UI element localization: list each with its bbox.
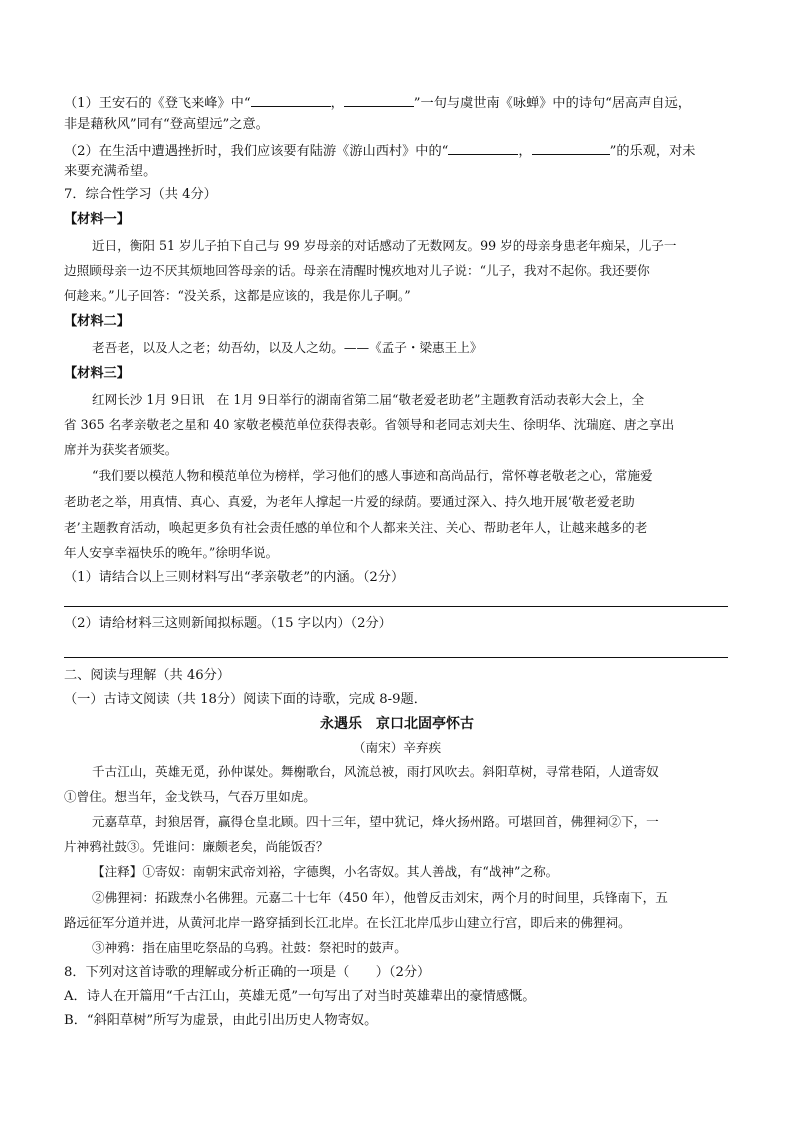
poem-title: 永遇乐 京口北固亭怀古 bbox=[320, 716, 474, 732]
q6-item2-sep: ， bbox=[518, 144, 532, 159]
q7-sub1: （1）请结合以上三则材料写出“孝亲敬老”的内涵。（2分） bbox=[64, 570, 405, 585]
q8-option-a[interactable]: A．诗人在开篇用“千古江山，英雄无觅”一句写出了对当时英雄辈出的豪情感慨。 bbox=[64, 989, 536, 1004]
q6-item2-line1 bbox=[64, 140, 695, 162]
q6-item1-line1 bbox=[64, 92, 691, 114]
answer-blank[interactable] bbox=[448, 140, 518, 155]
q6-item2-suffix: ”的乐观，对未 bbox=[609, 144, 696, 159]
poem-line: 千古江山，英雄无觅，孙仲谋处。舞榭歌台，风流总被，雨打风吹去。斜阳草树，寻常巷陌，人道寄奴 bbox=[92, 764, 659, 779]
poem-note: ③神鸦：指在庙里吃祭品的乌鸦。社鼓：祭祀时的鼓声。 bbox=[92, 940, 407, 955]
answer-blank[interactable] bbox=[344, 92, 414, 107]
q6-item2-line2: 来要充满希望。 bbox=[64, 164, 157, 179]
material-3-text: 红网长沙 1月 9日讯 在 1月 9日举行的湖南省第二届“敬老爱老助老”主题教育活动表彰大会上，全 bbox=[92, 392, 645, 407]
material-3-label: 【材料三】 bbox=[64, 366, 130, 381]
q6-item1-line2: 非是藉秋风”同有“登高望远”之意。 bbox=[64, 117, 269, 132]
poem-line: ①曾住。想当年，金戈铁马，气吞万里如虎。 bbox=[64, 789, 316, 804]
q6-item1-sep: ， bbox=[330, 96, 344, 111]
q8-option-b[interactable]: B．“斜阳草树”所写为虚景，由此引出历史人物寄奴。 bbox=[64, 1013, 378, 1028]
material-2-text: 老吾老，以及人之老；幼吾幼，以及人之幼。——《孟子・梁惠王上》 bbox=[92, 340, 483, 355]
answer-line[interactable] bbox=[64, 606, 728, 607]
section-2-part-1: （一）古诗文阅读（共 18分）阅读下面的诗歌，完成 8-9题． bbox=[64, 692, 427, 707]
material-2-label: 【材料二】 bbox=[64, 314, 130, 329]
answer-line[interactable] bbox=[64, 657, 728, 658]
material-1-text: 近日，衡阳 51 岁儿子拍下自己与 99 岁母亲的对话感动了无数网友。99 岁的母亲身患老年痴呆，儿子一 bbox=[92, 238, 677, 253]
poem-author: （南宋）辛弃疾 bbox=[352, 740, 442, 755]
material-3-text: 省 365 名孝亲敬老之星和 40 家敬老模范单位获得表彰。省领导和老同志刘夫生、徐明华、沈瑞庭、唐之享出 bbox=[64, 417, 675, 432]
material-1-label: 【材料一】 bbox=[64, 212, 130, 227]
q6-item1-prefix: （1）王安石的《登飞来峰》中“ bbox=[64, 96, 251, 111]
answer-blank[interactable] bbox=[532, 140, 610, 155]
q7-sub2: （2）请给材料三这则新闻拟标题。（15 字以内）（2分） bbox=[64, 616, 392, 631]
material-3-text: 老助老之举，用真情、真心、真爱，为老年人撑起一片爱的绿荫。要通过深入、持久地开展‘敬老爱老助 bbox=[64, 494, 635, 509]
material-3-text: “我们要以模范人物和模范单位为榜样，学习他们的感人事迹和高尚品行，常怀尊老敬老之心，常施爱 bbox=[92, 468, 653, 483]
q6-item2-prefix: （2）在生活中遭遇挫折时，我们应该要有陆游《游山西村》中的“ bbox=[64, 144, 449, 159]
material-1-text: 何趁来。”儿子回答：“没关系，这都是应该的，我是你儿子啊。” bbox=[64, 288, 411, 303]
q8-stem: 8．下列对这首诗歌的理解或分析正确的一项是（ ）（2分） bbox=[64, 965, 431, 980]
q7-title: 7．综合性学习（共 4分） bbox=[64, 187, 217, 202]
poem-line: 元嘉草草，封狼居胥，赢得仓皇北顾。四十三年，望中犹记，烽火扬州路。可堪回首，佛狸祠②下，一 bbox=[92, 814, 659, 829]
poem-note: ②佛狸祠：拓跋焘小名佛狸。元嘉二十七年（450 年），他曾反击刘宋，两个月的时间里，兵锋南下，五 bbox=[92, 890, 668, 905]
material-3-text: 老’主题教育活动，唤起更多负有社会责任感的单位和个人都来关注、关心、帮助老年人，让越来越多的老 bbox=[64, 520, 648, 535]
material-3-text: 年人安享幸福快乐的晚年。”徐明华说。 bbox=[64, 545, 279, 560]
answer-blank[interactable] bbox=[251, 92, 331, 107]
material-3-text: 席并为获奖者颁奖。 bbox=[64, 442, 178, 457]
section-2-title: 二、阅读与理解（共 46分） bbox=[64, 668, 231, 683]
poem-line: 片神鸦社鼓③。凭谁问：廉颇老矣，尚能饭否？ bbox=[64, 839, 329, 854]
q6-item1-suffix: ”一句与虞世南《咏蝉》中的诗句“居高声自远， bbox=[413, 96, 691, 111]
poem-note: 【注释】①寄奴：南朝宋武帝刘裕，字德舆，小名寄奴。其人善战，有“战神”之称。 bbox=[92, 864, 559, 879]
poem-note: 路远征军分道并进，从黄河北岸一路穿插到长江北岸。在长江北岸瓜步山建立行宫，即后来的佛狸祠。 bbox=[64, 915, 631, 930]
material-1-text: 边照顾母亲一边不厌其烦地回答母亲的话。母亲在清醒时愧疚地对儿子说：“儿子，我对不起你。我还要你 bbox=[64, 263, 650, 278]
